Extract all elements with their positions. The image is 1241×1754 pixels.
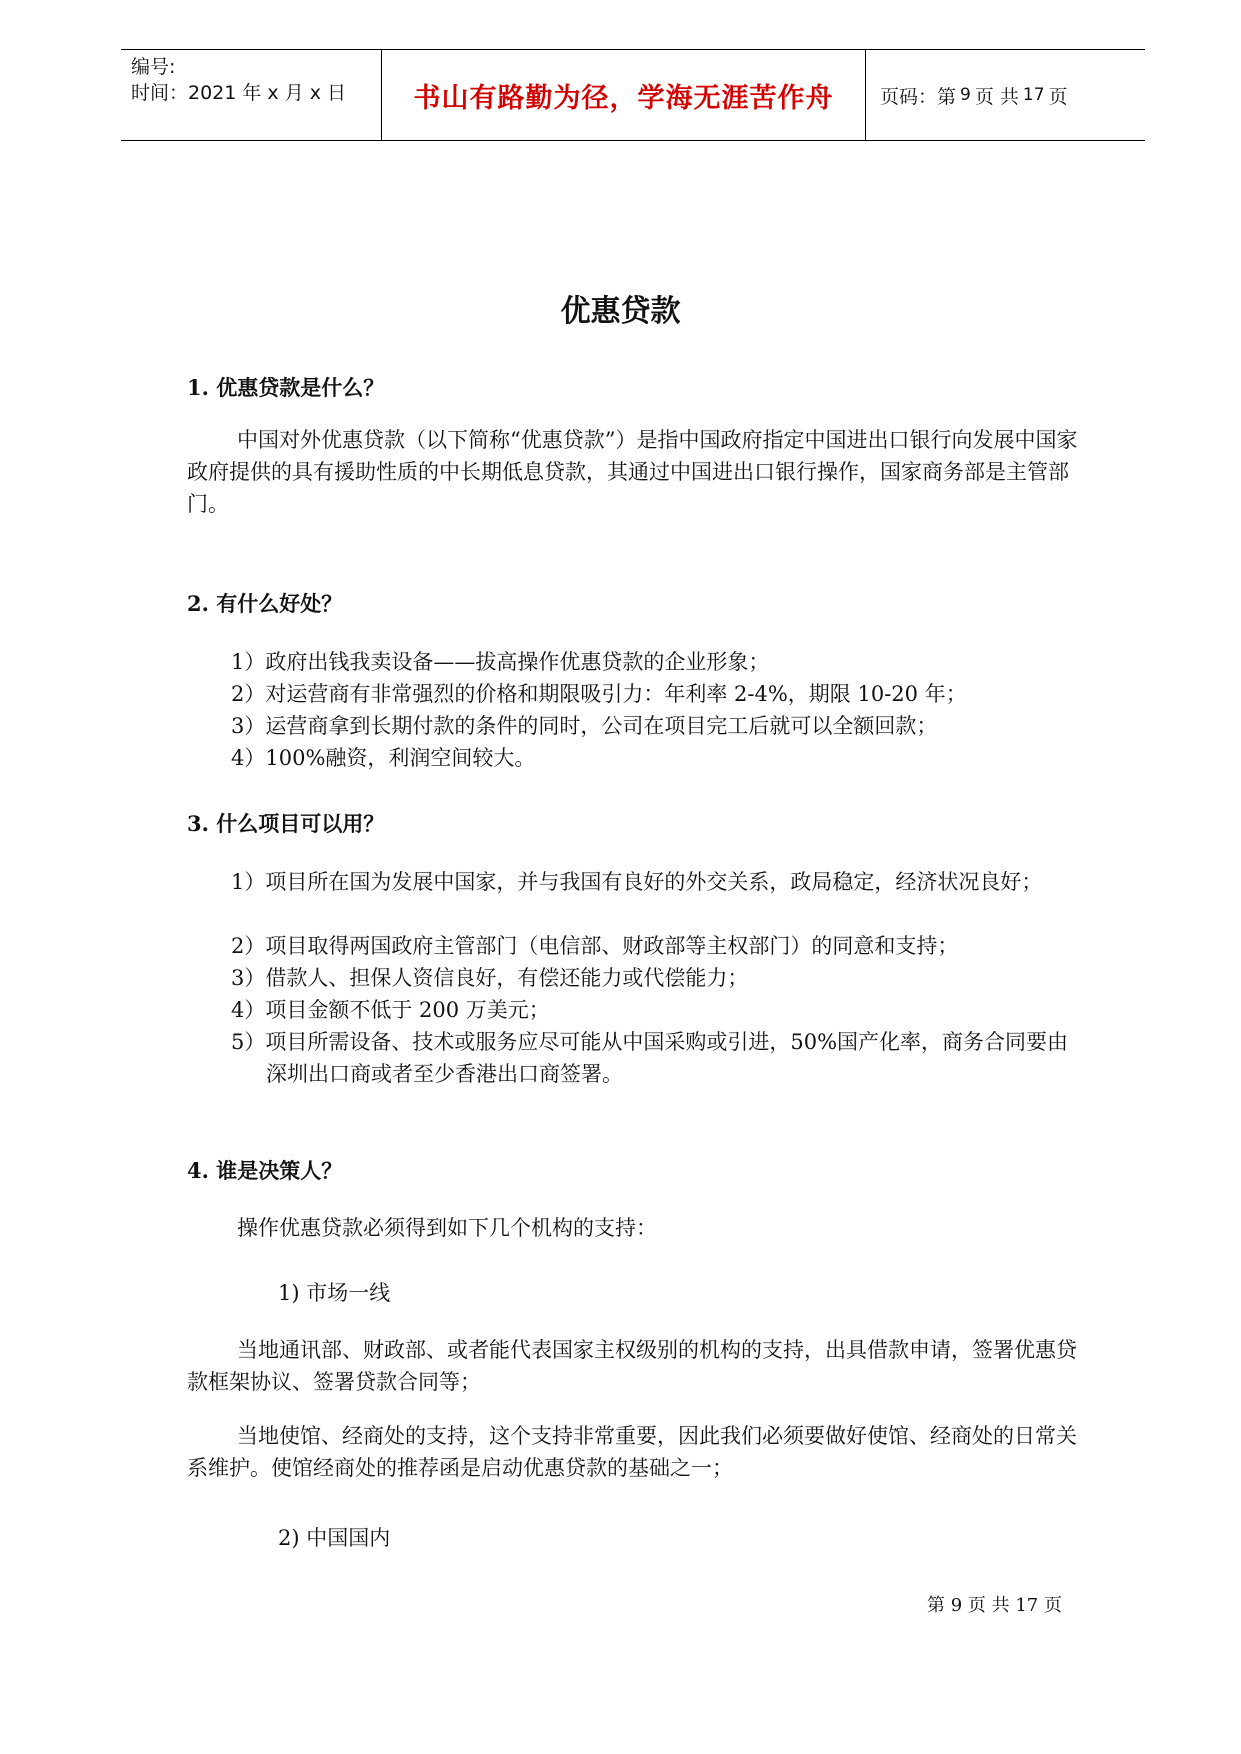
header-page-number [866,50,1145,140]
section-4-sub-2: 2) 中国国内 [278,1526,391,1550]
section-2-heading: 2. 有什么好处？ [187,591,343,616]
section-3-item-4: 4）项目金额不低于 200 万美元； [231,998,550,1022]
page-header [121,49,1145,141]
section-4-paragraph-1: 当地通讯部、财政部、或者能代表国家主权级别的机构的支持，出具借款申请，签署优惠贷款框架协议、签署贷款合同等； [187,1338,1077,1394]
page-current: 9 [960,85,971,105]
section-3-heading: 3. 什么项目可以用？ [187,811,385,836]
section-1-heading: 1. 优惠贷款是什么？ [187,375,385,400]
page-prefix: 页码：第 [880,85,957,108]
section-3-item-1: 1）项目所在国为发展中国家，并与我国有良好的外交关系，政局稳定，经济状况良好； [231,870,1043,894]
section-4-intro: 操作优惠贷款必须得到如下几个机构的支持： [237,1216,657,1240]
page-footer: 第 9 页 共 17 页 [927,1595,1062,1616]
header-meta [121,50,382,140]
serial-label: 编号: [131,56,176,78]
header-motto: 书山有路勤为径，学海无涯苦作舟 [382,50,866,140]
section-2-item-2: 2）对运营商有非常强烈的价格和期限吸引力：年利率 2-4%，期限 10-20 年； [231,682,967,706]
section-2-item-1: 1）政府出钱我卖设备——拔高操作优惠贷款的企业形象； [231,650,770,674]
section-1-paragraph: 中国对外优惠贷款（以下简称“优惠贷款”）是指中国政府指定中国进出口银行向发展中国家政府提供的具有援助性质的中长期低息贷款，其通过中国进出口银行操作，国家商务部是主管部门。 [187,428,1078,516]
section-3-item-2: 2）项目取得两国政府主管部门（电信部、财政部等主权部门）的同意和支持； [231,934,959,958]
section-3-item-5: 5）项目所需设备、技术或服务应尽可能从中国采购或引进，50%国产化率，商务合同要由深圳出口商或者至少香港出口商签署。 [231,1030,1069,1086]
section-3-item-3: 3）借款人、担保人资信良好，有偿还能力或代偿能力； [231,966,749,990]
section-2-item-4: 4）100%融资，利润空间较大。 [231,746,536,770]
section-4-paragraph-2: 当地使馆、经商处的支持，这个支持非常重要，因此我们必须要做好使馆、经商处的日常关系维护。使馆经商处的推荐函是启动优惠贷款的基础之一； [187,1424,1077,1480]
section-2-item-3: 3）运营商拿到长期付款的条件的同时，公司在项目完工后就可以全额回款； [231,714,938,738]
document-title: 优惠贷款 [560,294,681,329]
page-total: 17 [1022,85,1045,105]
section-4-sub-1: 1) 市场一线 [278,1281,391,1305]
page-middle: 页 共 [974,85,1019,108]
time-label: 时间：2021 年 x 月 x 日 [131,82,347,104]
section-4-heading: 4. 谁是决策人？ [187,1158,343,1183]
page-suffix: 页 [1048,85,1068,108]
